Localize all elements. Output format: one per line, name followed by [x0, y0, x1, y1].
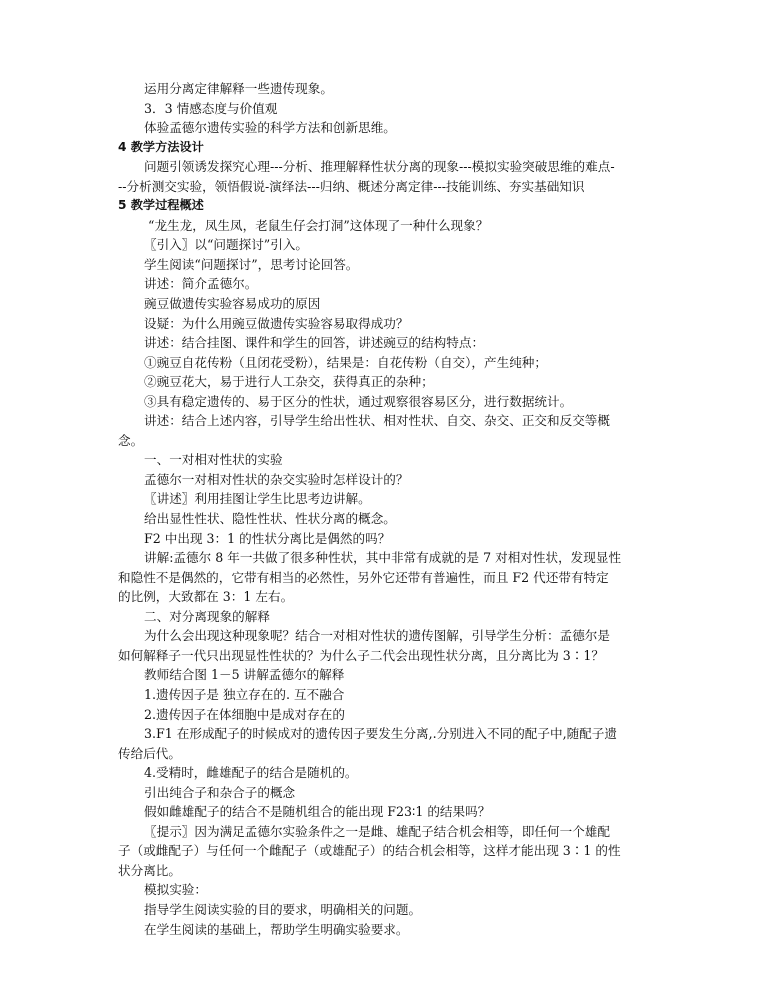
text-line: 念。 — [118, 432, 144, 448]
text-line: 讲述：结合挂图、课件和学生的回答，讲述豌豆的结构特点： — [144, 335, 485, 351]
text-line: 讲解:孟德尔 8 年一共做了很多种性状，其中非常有成就的是 7 对相对性状，发现显性 — [144, 550, 622, 566]
list-item: ①豌豆自花传粉（且闭花受粉），结果是：自花传粉（自交），产生纯种； — [144, 354, 547, 370]
text-line: 豌豆做遗传实验容易成功的原因 — [144, 296, 321, 312]
list-item: 3.F1 在形成配子的时候成对的遗传因子要发生分离,.分别进入不同的配子中,随配子遗 — [144, 726, 617, 742]
text-line: 子（或雌配子）与任何一个雌配子（或雄配子）的结合机会相等，这样才能出现 3∶1 的性 — [118, 843, 621, 859]
text-line: 假如雌雄配子的结合不是随机组合的能出现 F23∶1 的结果吗？ — [144, 804, 491, 820]
list-item: 1.遗传因子是 独立存在的. 互不融合 — [144, 686, 345, 702]
text-line: 引出纯合子和杂合子的概念 — [144, 784, 296, 800]
subsection-heading: 一、一对相对性状的实验 — [144, 452, 283, 468]
text-line: 问题引领诱发探究心理---分析、推理解释性状分离的现象---模拟实验突破思维的难点- — [144, 159, 615, 175]
section-heading: 5 教学过程概述 — [118, 198, 204, 213]
text-line: 传给后代。 — [118, 745, 181, 761]
text-line: 为什么会出现这种现象呢？结合一对相对性状的遗传图解，引导学生分析：孟德尔是 — [144, 628, 610, 644]
text-line: F2 中出现 3：1 的性状分离比是偶然的吗？ — [144, 530, 391, 546]
text-line: 和隐性不是偶然的，它带有相当的必然性，另外它还带有普遍性，而且 F2 代还带有特定 — [118, 569, 609, 585]
text-line: 指导学生阅读实验的目的要求，明确相关的问题。 — [144, 901, 422, 917]
document-page — [118, 79, 656, 939]
text-line: 教师结合图 1－5 讲解孟德尔的解释 — [144, 667, 345, 683]
text-line: 在学生阅读的基础上，帮助学生明确实验要求。 — [144, 921, 409, 937]
text-line: 运用分离定律解释一些遗传现象。 — [144, 81, 333, 96]
section-heading: 4 教学方法设计 — [118, 139, 204, 154]
text-line: 体验孟德尔遗传实验的科学方法和创新思维。 — [144, 120, 396, 136]
text-line: 〖引入〗以“问题探讨”引入。 — [144, 237, 309, 253]
list-item: ③具有稳定遗传的、易于区分的性状，通过观察很容易区分，进行数据统计。 — [144, 393, 573, 409]
list-item: ②豌豆花大，易于进行人工杂交，获得真正的杂种； — [144, 374, 434, 390]
text-line: 给出显性性状、隐性性状、性状分离的概念。 — [144, 511, 396, 527]
text-line: 状分离比。 — [118, 862, 181, 878]
text-line: --分析测交实验，领悟假说-演绎法---归纳、概述分离定律---技能训练、夯实基础知识 — [118, 178, 585, 194]
text-line: 模拟实验： — [144, 882, 207, 898]
text-line: 〖讲述〗利用挂图让学生比思考边讲解。 — [144, 491, 371, 507]
text-line: 讲述：结合上述内容，引导学生给出性状、相对性状、自交、杂交、正交和反交等概 — [144, 413, 610, 429]
text-line: 孟德尔一对相对性状的杂交实验时怎样设计的？ — [144, 471, 409, 487]
text-line: 学生阅读“问题探讨”，思考讨论回答。 — [144, 256, 359, 272]
text-line: 设疑：为什么用豌豆做遗传实验容易取得成功？ — [144, 315, 409, 331]
text-line: 讲述：简介孟德尔。 — [144, 276, 258, 292]
text-line: 如何解释子一代只出现显性性状的？为什么子二代会出现性状分离，且分离比为 3∶1？ — [118, 647, 604, 663]
subsection-heading: 二、对分离现象的解释 — [144, 608, 270, 624]
subsection-heading: 3．3 情感态度与价值观 — [144, 100, 278, 116]
text-line: 的比例，大致都在 3：1 左右。 — [118, 589, 294, 605]
list-item: 4.受精时，雌雄配子的结合是随机的。 — [144, 765, 358, 781]
text-line: “龙生龙，凤生凤，老鼠生仔会打洞”这体现了一种什么现象？ — [148, 217, 489, 233]
list-item: 2.遗传因子在体细胞中是成对存在的 — [144, 706, 345, 722]
text-line: 〖提示〗因为满足孟德尔实验条件之一是雌、雄配子结合机会相等，即任何一个雄配 — [144, 823, 610, 839]
